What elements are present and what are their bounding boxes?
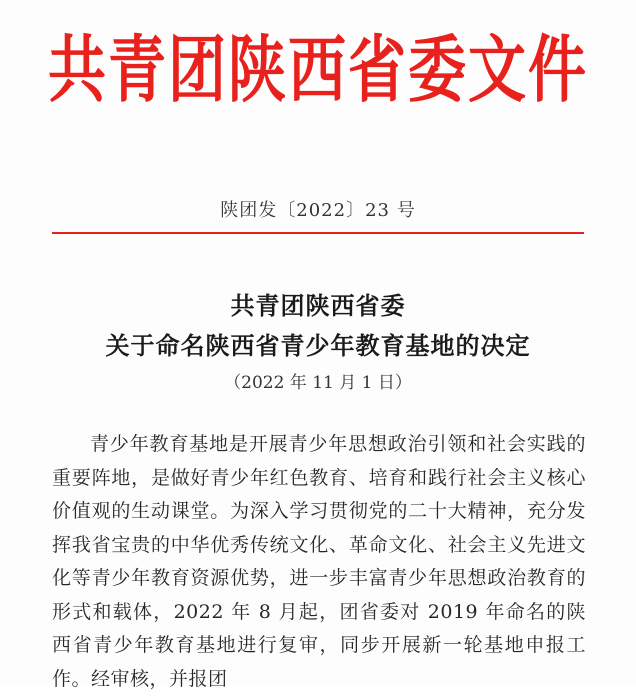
document-title-line2: 关于命名陕西省青少年教育基地的决定 bbox=[105, 331, 531, 360]
document-number: 陕团发〔2022〕23 号 bbox=[220, 200, 416, 221]
document-masthead: 共青团陕西省委文件 bbox=[47, 27, 588, 113]
document-date: （2022 年 11 月 1 日） bbox=[224, 373, 412, 393]
document-title-line1: 共青团陕西省委 bbox=[230, 291, 406, 320]
body-paragraph: 青少年教育基地是开展青少年思想政治引领和社会实践的重要阵地，是做好青少年红色教育、培育和践行社会主义核心价值观的生动课堂。为深入学习贯彻党的二十大精神，充分发挥我省宝贵的中华优秀传统文化、革命文化、社会主义先进文化等青少年教育资源优势，进一步丰富青少年思想政治教育的形式和载体，2022 年 8 月起，团省委对 2019 年命名的陕西省青少年教育基地进行复审，同步开展新一轮基地申报工作。经审核，并报团 bbox=[52, 433, 586, 690]
red-divider-line bbox=[52, 232, 584, 234]
